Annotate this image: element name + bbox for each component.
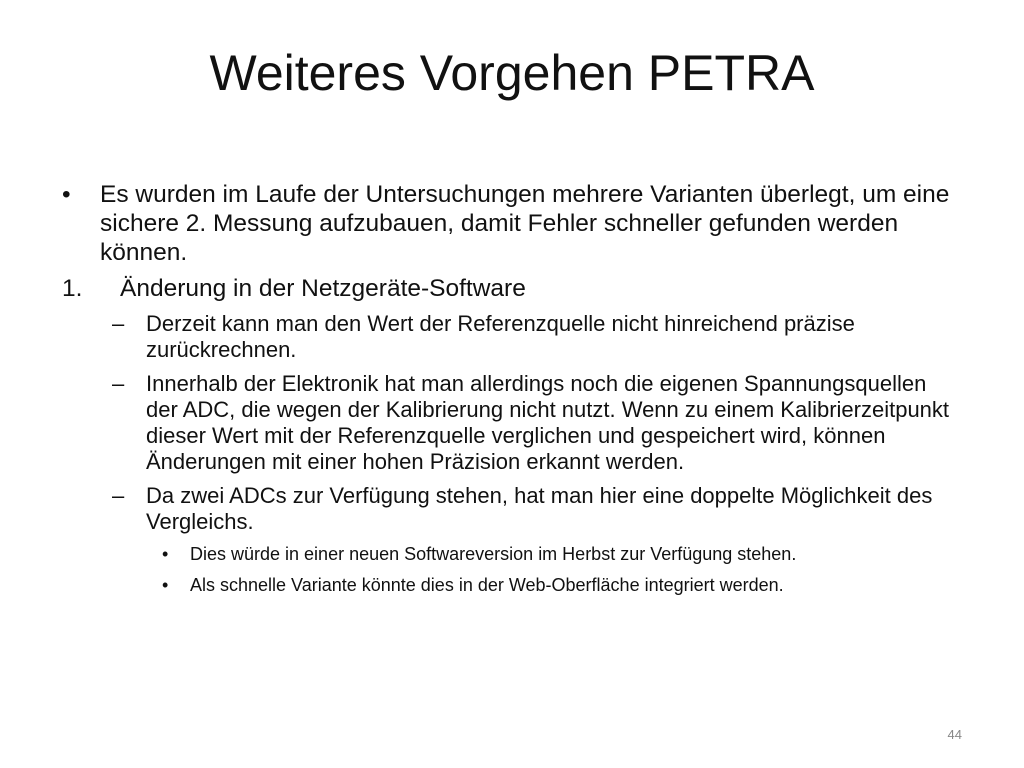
sub-bullet-marker: • (162, 544, 169, 564)
dash-point-3 (112, 483, 962, 535)
sub-bullet-2 (162, 574, 962, 596)
numbered-item-1 (62, 274, 962, 303)
page-number: 44 (947, 727, 962, 742)
dash-point-1-text: Derzeit kann man den Wert der Referenzquelle nicht hinreichend präzise zurückrechnen. (146, 311, 855, 362)
slide-title: Weiteres Vorgehen PETRA (209, 45, 815, 101)
dash-marker: – (112, 483, 125, 508)
sub-bullet-1 (162, 543, 962, 565)
intro-text: Es wurden im Laufe der Untersuchungen mehrere Varianten überlegt, um eine sichere 2. Messung aufzubauen, damit Fehler schneller gefunden werden können. (100, 181, 950, 266)
sub-bullet-marker: • (162, 575, 169, 595)
number-marker: 1. (62, 275, 83, 302)
dash-point-1 (112, 311, 962, 363)
slide-content (62, 180, 962, 605)
bullet-marker: • (62, 181, 71, 208)
dash-marker: – (112, 311, 125, 336)
dash-point-2-text: Innerhalb der Elektronik hat man allerdings noch die eigenen Spannungsquellen der ADC, die wegen der Kalibrierung nicht nutzt. Wenn zu einem Kalibrierzeitpunkt dieser Wert mit der Referenzquelle verglichen und gespeichert wird, können Änderungen mit einer hohen Präzision erkannt werden. (146, 371, 950, 474)
sub-bullet-1-text: Dies würde in einer neuen Softwareversion im Herbst zur Verfügung stehen. (190, 544, 797, 564)
intro-bullet (62, 180, 962, 267)
dash-marker: – (112, 371, 125, 396)
dash-point-2 (112, 371, 962, 475)
sub-bullet-2-text: Als schnelle Variante könnte dies in der Web-Oberfläche integriert werden. (190, 575, 784, 595)
dash-point-3-text: Da zwei ADCs zur Verfügung stehen, hat man hier eine doppelte Möglichkeit des Vergleichs. (146, 483, 933, 534)
numbered-item-1-text: Änderung in der Netzgeräte-Software (120, 275, 526, 302)
